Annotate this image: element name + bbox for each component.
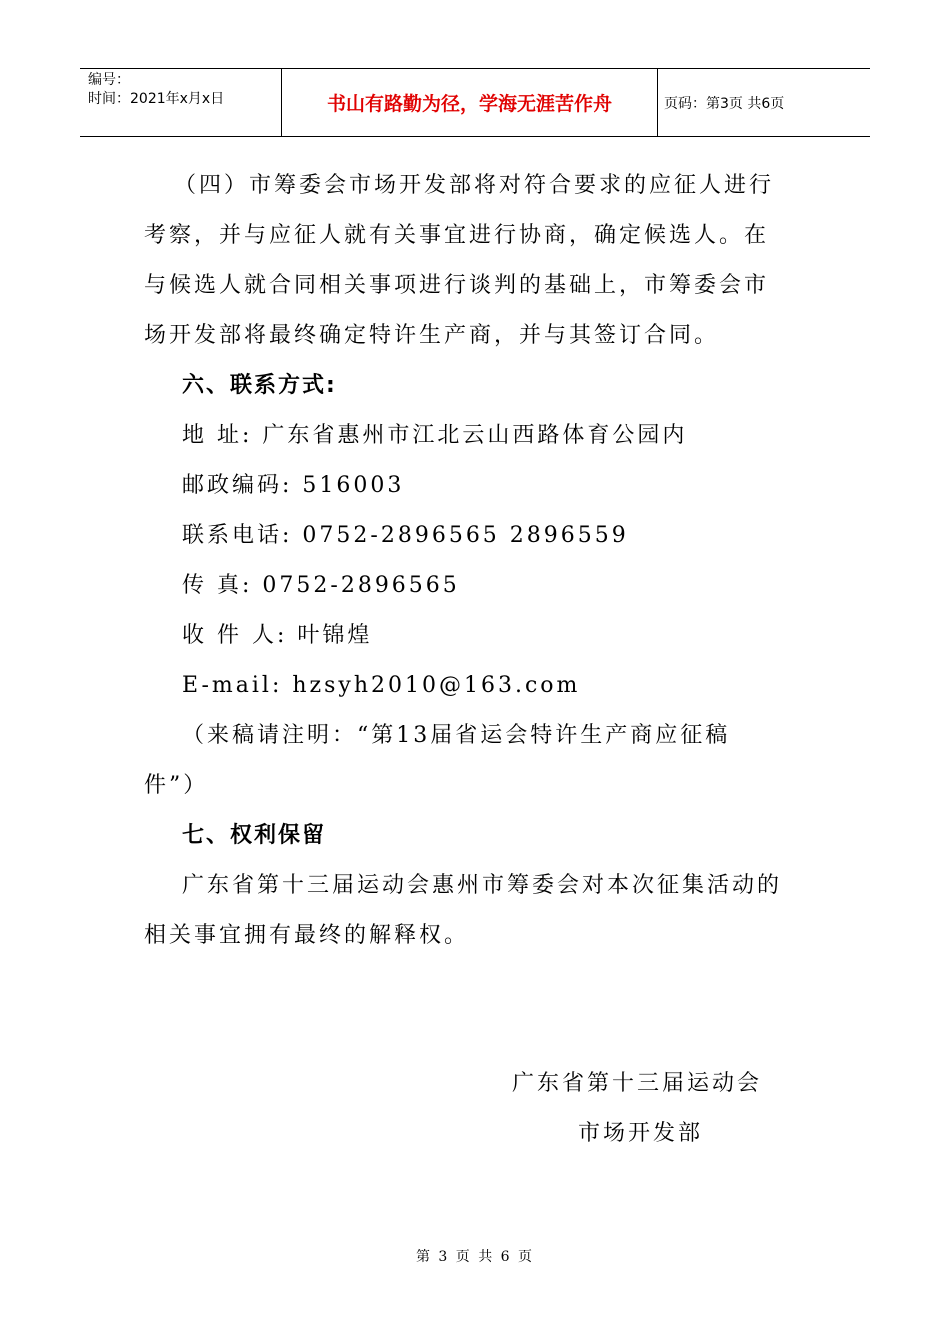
contact-recipient: 收 件 人: 叶锦煌 [182, 623, 373, 648]
contact-address: 地 址: 广东省惠州市江北云山西路体育公园内 [182, 423, 688, 448]
header-time-label: 时间：2021年x月x日 [88, 91, 225, 107]
contact-postcode: 邮政编码: 516003 [182, 473, 405, 498]
header-meta-cell [80, 69, 282, 136]
note-line-1: （来稿请注明：“第13届省运会特许生产商应征稿 [182, 723, 731, 748]
note-line-2: 件”） [144, 773, 209, 798]
section6-heading: 六、联系方式: [182, 373, 337, 398]
contact-email: E-mail: hzsyh2010@163.com [182, 673, 581, 698]
para4-line-1: （四）市筹委会市场开发部将对符合要求的应征人进行 [174, 173, 775, 198]
signature-department: 市场开发部 [578, 1121, 704, 1146]
header-page-label: 页码：第3页 共6页 [664, 95, 785, 112]
rights-line-2: 相关事宜拥有最终的解释权。 [144, 923, 470, 948]
contact-fax: 传 真: 0752-2896565 [182, 573, 460, 598]
para4-line-4: 场开发部将最终确定特许生产商，并与其签订合同。 [144, 323, 720, 348]
header-number-label: 编号： [88, 72, 130, 88]
rights-line-1: 广东省第十三届运动会惠州市筹委会对本次征集活动的 [182, 873, 783, 898]
page-header [80, 68, 870, 137]
para4-line-3: 与候选人就合同相关事项进行谈判的基础上，市筹委会市 [144, 273, 770, 298]
signature-organization: 广东省第十三届运动会 [512, 1071, 763, 1096]
page-footer: 第 3 页 共 6 页 [415, 1249, 535, 1265]
header-motto: 书山有路勤为径，学海无涯苦作舟 [282, 69, 658, 136]
contact-phone: 联系电话: 0752-2896565 2896559 [182, 523, 629, 548]
para4-line-2: 考察，并与应征人就有关事宜进行协商，确定候选人。在 [144, 223, 770, 248]
section7-heading: 七、权利保留 [182, 823, 327, 848]
